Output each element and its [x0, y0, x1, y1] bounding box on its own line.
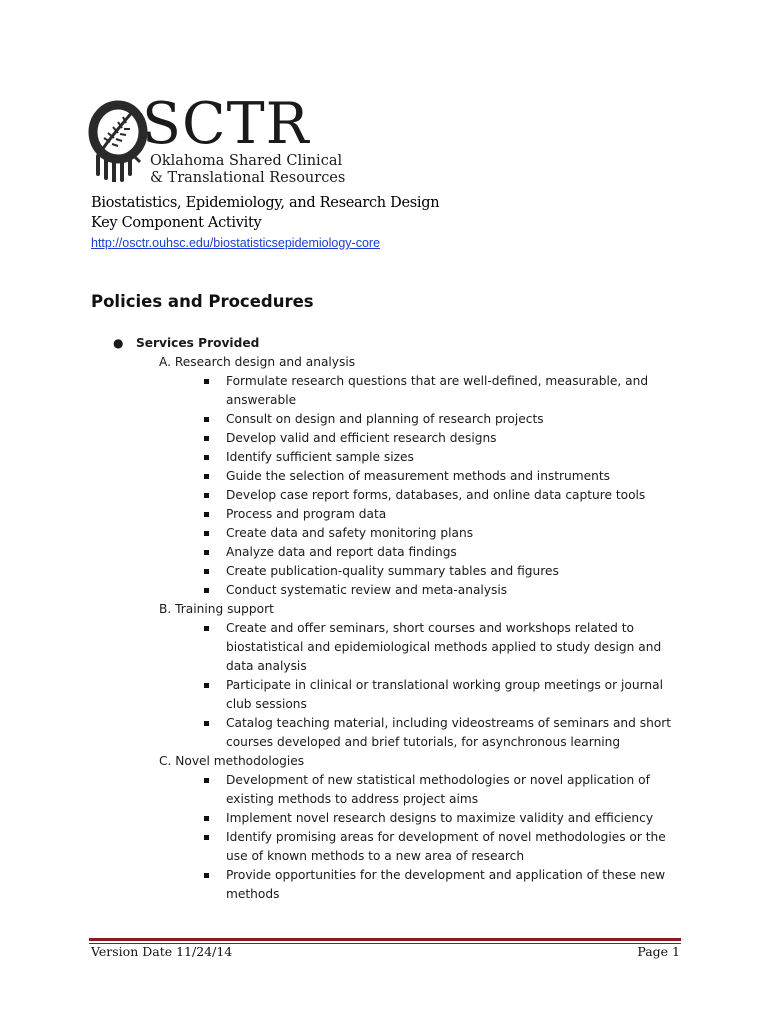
square-bullet	[204, 550, 209, 555]
logo-wordmark: SCTR	[142, 91, 310, 157]
list-item: Create and offer seminars, short courses and workshops related to	[226, 621, 634, 635]
square-bullet	[204, 474, 209, 479]
square-bullet	[204, 683, 209, 688]
list-item: Provide opportunities for the development and application of these new	[226, 868, 666, 882]
list-item: Identify promising areas for development of novel methodologies or the	[226, 830, 666, 844]
list-item-continued: existing methods to address project aims	[226, 792, 479, 806]
square-bullet	[204, 379, 209, 384]
version-date: Version Date 11/24/14	[91, 944, 233, 959]
square-bullet	[204, 493, 209, 498]
group-label: C. Novel methodologies	[159, 754, 305, 768]
shield-feather-logo-icon	[88, 98, 148, 182]
square-bullet	[204, 588, 209, 593]
list-item: Formulate research questions that are well-defined, measurable, and	[226, 374, 649, 388]
bullet-dot: ●	[113, 336, 124, 350]
list-item-continued: use of known methods to a new area of research	[226, 849, 525, 863]
list-item-continued: biostatistical and epidemiological methods applied to study design and	[226, 640, 662, 654]
square-bullet	[204, 455, 209, 460]
footer-divider	[89, 938, 681, 941]
list-item: Implement novel research designs to maximize validity and efficiency	[226, 811, 654, 825]
square-bullet	[204, 569, 209, 574]
list-item: Participate in clinical or translational working group meetings or journal	[226, 678, 663, 692]
square-bullet	[204, 778, 209, 783]
list-item: Catalog teaching material, including videostreams of seminars and short	[226, 716, 672, 730]
list-item: Guide the selection of measurement methods and instruments	[226, 469, 611, 483]
square-bullet	[204, 417, 209, 422]
list-item-continued: data analysis	[226, 659, 307, 673]
document-subtitle: Key Component Activity	[91, 215, 262, 231]
list-item: Create data and safety monitoring plans	[226, 526, 474, 540]
document-title: Biostatistics, Epidemiology, and Research Design	[91, 195, 440, 211]
square-bullet	[204, 816, 209, 821]
list-item: Develop valid and efficient research designs	[226, 431, 497, 445]
list-item: Develop case report forms, databases, and online data capture tools	[226, 488, 646, 502]
list-item: Consult on design and planning of research projects	[226, 412, 544, 426]
list-item: Process and program data	[226, 507, 387, 521]
list-item-continued: methods	[226, 887, 280, 901]
list-item: Identify sufficient sample sizes	[226, 450, 414, 464]
list-item-continued: courses developed and brief tutorials, for asynchronous learning	[226, 735, 621, 749]
list-item: Analyze data and report data findings	[226, 545, 457, 559]
osctr-logo	[88, 91, 348, 192]
list-item-continued: club sessions	[226, 697, 307, 711]
square-bullet	[204, 873, 209, 878]
square-bullet	[204, 436, 209, 441]
group-label: B. Training support	[159, 602, 274, 616]
list-item: Conduct systematic review and meta-analysis	[226, 583, 508, 597]
square-bullet	[204, 835, 209, 840]
services-label: Services Provided	[136, 336, 260, 350]
section-heading: Policies and Procedures	[91, 292, 314, 311]
list-item-continued: answerable	[226, 393, 297, 407]
square-bullet	[204, 721, 209, 726]
list-item: Development of new statistical methodologies or novel application of	[226, 773, 650, 787]
logo-tagline-line1: Oklahoma Shared Clinical	[150, 153, 343, 169]
square-bullet	[204, 531, 209, 536]
square-bullet	[204, 512, 209, 517]
group-label: A. Research design and analysis	[159, 355, 356, 369]
page-number: Page 1	[637, 944, 680, 959]
square-bullet	[204, 626, 209, 631]
logo-tagline-line2: & Translational Resources	[150, 170, 346, 186]
core-url-link[interactable]: http://osctr.ouhsc.edu/biostatisticsepidemiology-core	[91, 236, 381, 250]
list-item: Create publication-quality summary tables and figures	[226, 564, 559, 578]
